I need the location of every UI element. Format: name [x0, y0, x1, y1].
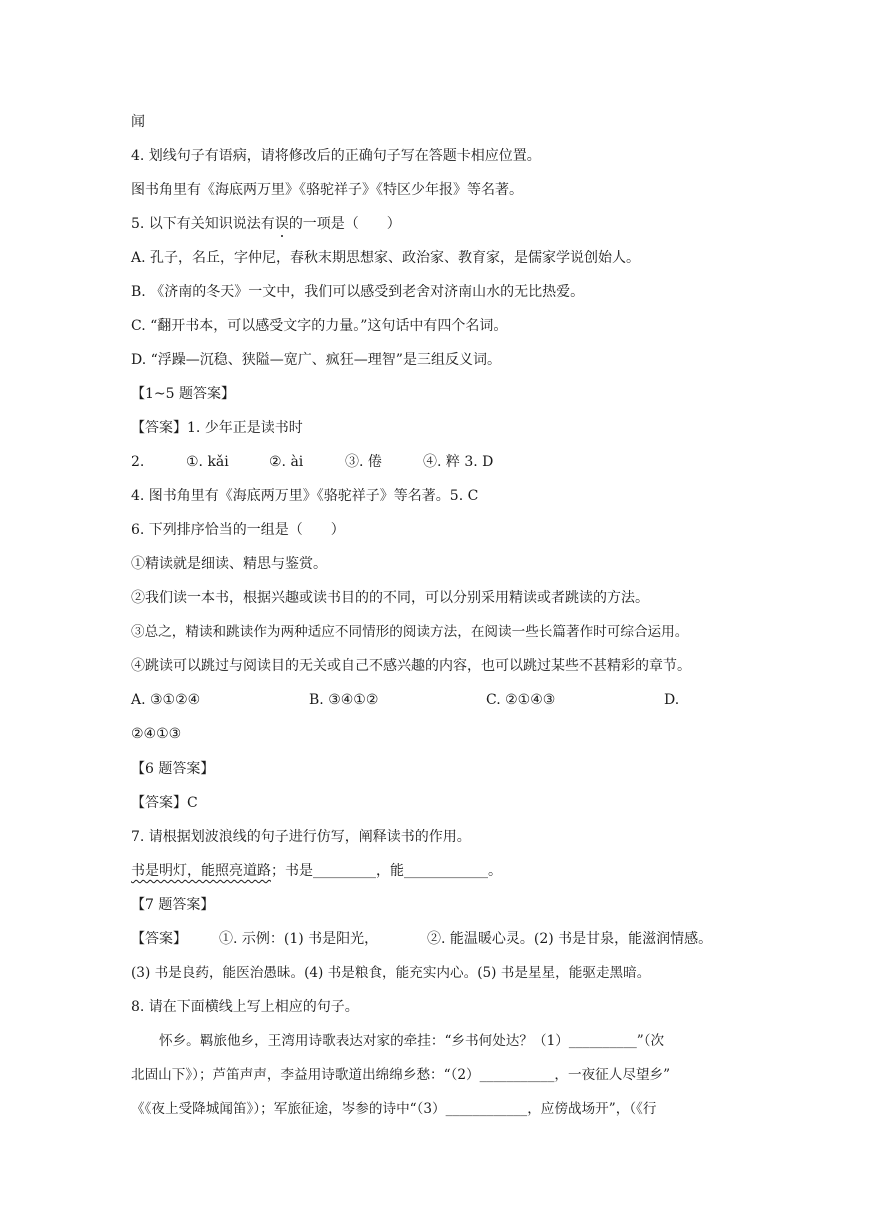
option-d: D. “浮躁—沉稳、狭隘—宽广、疯狂—理智”是三组反义词。	[131, 352, 501, 368]
answer-line: 【答案】C	[131, 795, 198, 811]
text-line: 北固山下》）；芦笛声声，李益用诗歌道出绵绵乡愁：“（2）___________，一夜征人尽望乡”	[131, 1067, 671, 1083]
text-line: 《《夜上受降城闻笛》）；军旅征途，岑参的诗中“（3）____________，应傍战场开”，（《行	[131, 1101, 657, 1117]
text-segment: 2.	[131, 454, 145, 470]
text-segment: ；书是_________，能____________。	[271, 863, 502, 879]
text-segment: ②. 能温暖心灵。(2) 书是甘泉，能滋润情感。	[427, 931, 713, 947]
answer-line: (3) 书是良药，能医治愚昧。(4) 书是粮食，能充实内心。(5) 书是星星，能驱走黑暗。	[131, 965, 651, 981]
text-line: 闻	[131, 114, 145, 130]
wavy-underlined-text: 书是明灯，能照亮道路	[131, 863, 271, 879]
question-6: 6. 下列排序恰当的一组是（ ）	[131, 522, 345, 538]
question-4: 4. 划线句子有语病，请将修改后的正确句子写在答题卡相应位置。	[131, 148, 541, 164]
text-line: 图书角里有《海底两万里》《骆驼祥子》《特区少年报》等名著。	[131, 182, 523, 198]
text-line: ②我们读一本书，根据兴趣或读书目的的不同，可以分别采用精读或者跳读的方法。	[131, 590, 649, 606]
option-a: A. ③①②④	[131, 692, 201, 708]
text-line: 怀乡。羁旅他乡，王湾用诗歌表达对家的牵挂：“乡书何处达？（1）__________”（次	[159, 1033, 665, 1049]
option-c: C. ②①④③	[486, 692, 556, 708]
text-segment: 的一项是（ ）	[288, 216, 401, 232]
text-segment: ①. kǎi	[186, 454, 229, 470]
answer-heading: 【7 题答案】	[131, 897, 215, 913]
option-a: A. 孔子，名丘，字仲尼，春秋末期思想家、政治家、教育家，是儒家学说创始人。	[131, 250, 641, 266]
text-line: ④跳读可以跳过与阅读目的无关或自己不感兴趣的内容，也可以跳过某些不甚精彩的章节。	[131, 658, 691, 674]
text-line: ③总之，精读和跳读作为两种适应不同情形的阅读方法，在阅读一些长篇著作时可综合运用。	[131, 624, 689, 640]
text-segment: ①. 示例：(1) 书是阳光，	[219, 931, 379, 947]
text-segment: 【答案】	[131, 931, 187, 947]
option-b: B. ③④①②	[309, 692, 379, 708]
option-b: B. 《济南的冬天》一文中，我们可以感受到老舍对济南山水的无比热爱。	[131, 284, 585, 300]
answer-line: 【答案】1. 少年正是读书时	[131, 420, 303, 436]
answer-line: 4. 图书角里有《海底两万里》《骆驼祥子》等名著。5. C	[131, 488, 479, 504]
text-segment: ④. 粹 3. D	[423, 454, 494, 470]
emphasis-dot-char: 误	[274, 216, 289, 232]
text-segment: 5. 以下有关知识说法有	[131, 216, 275, 232]
answer-heading: 【6 题答案】	[131, 761, 215, 777]
question-8: 8. 请在下面横线上写上相应的句子。	[131, 999, 359, 1015]
text-line	[131, 861, 744, 881]
answer-heading: 【1~5 题答案】	[131, 386, 235, 402]
text-segment: ③. 倦	[345, 454, 382, 470]
option-d: D.	[664, 692, 680, 708]
question-7: 7. 请根据划波浪线的句子进行仿写，阐释读书的作用。	[131, 829, 471, 845]
text-segment: ②. ài	[269, 454, 304, 470]
text-line: ②④①③	[131, 726, 182, 742]
question-5	[131, 214, 744, 234]
option-c: C. “翻开书本，可以感受文字的力量。”这句话中有四个名词。	[131, 318, 508, 334]
text-line: ①精读就是细读、精思与鉴赏。	[131, 556, 327, 572]
